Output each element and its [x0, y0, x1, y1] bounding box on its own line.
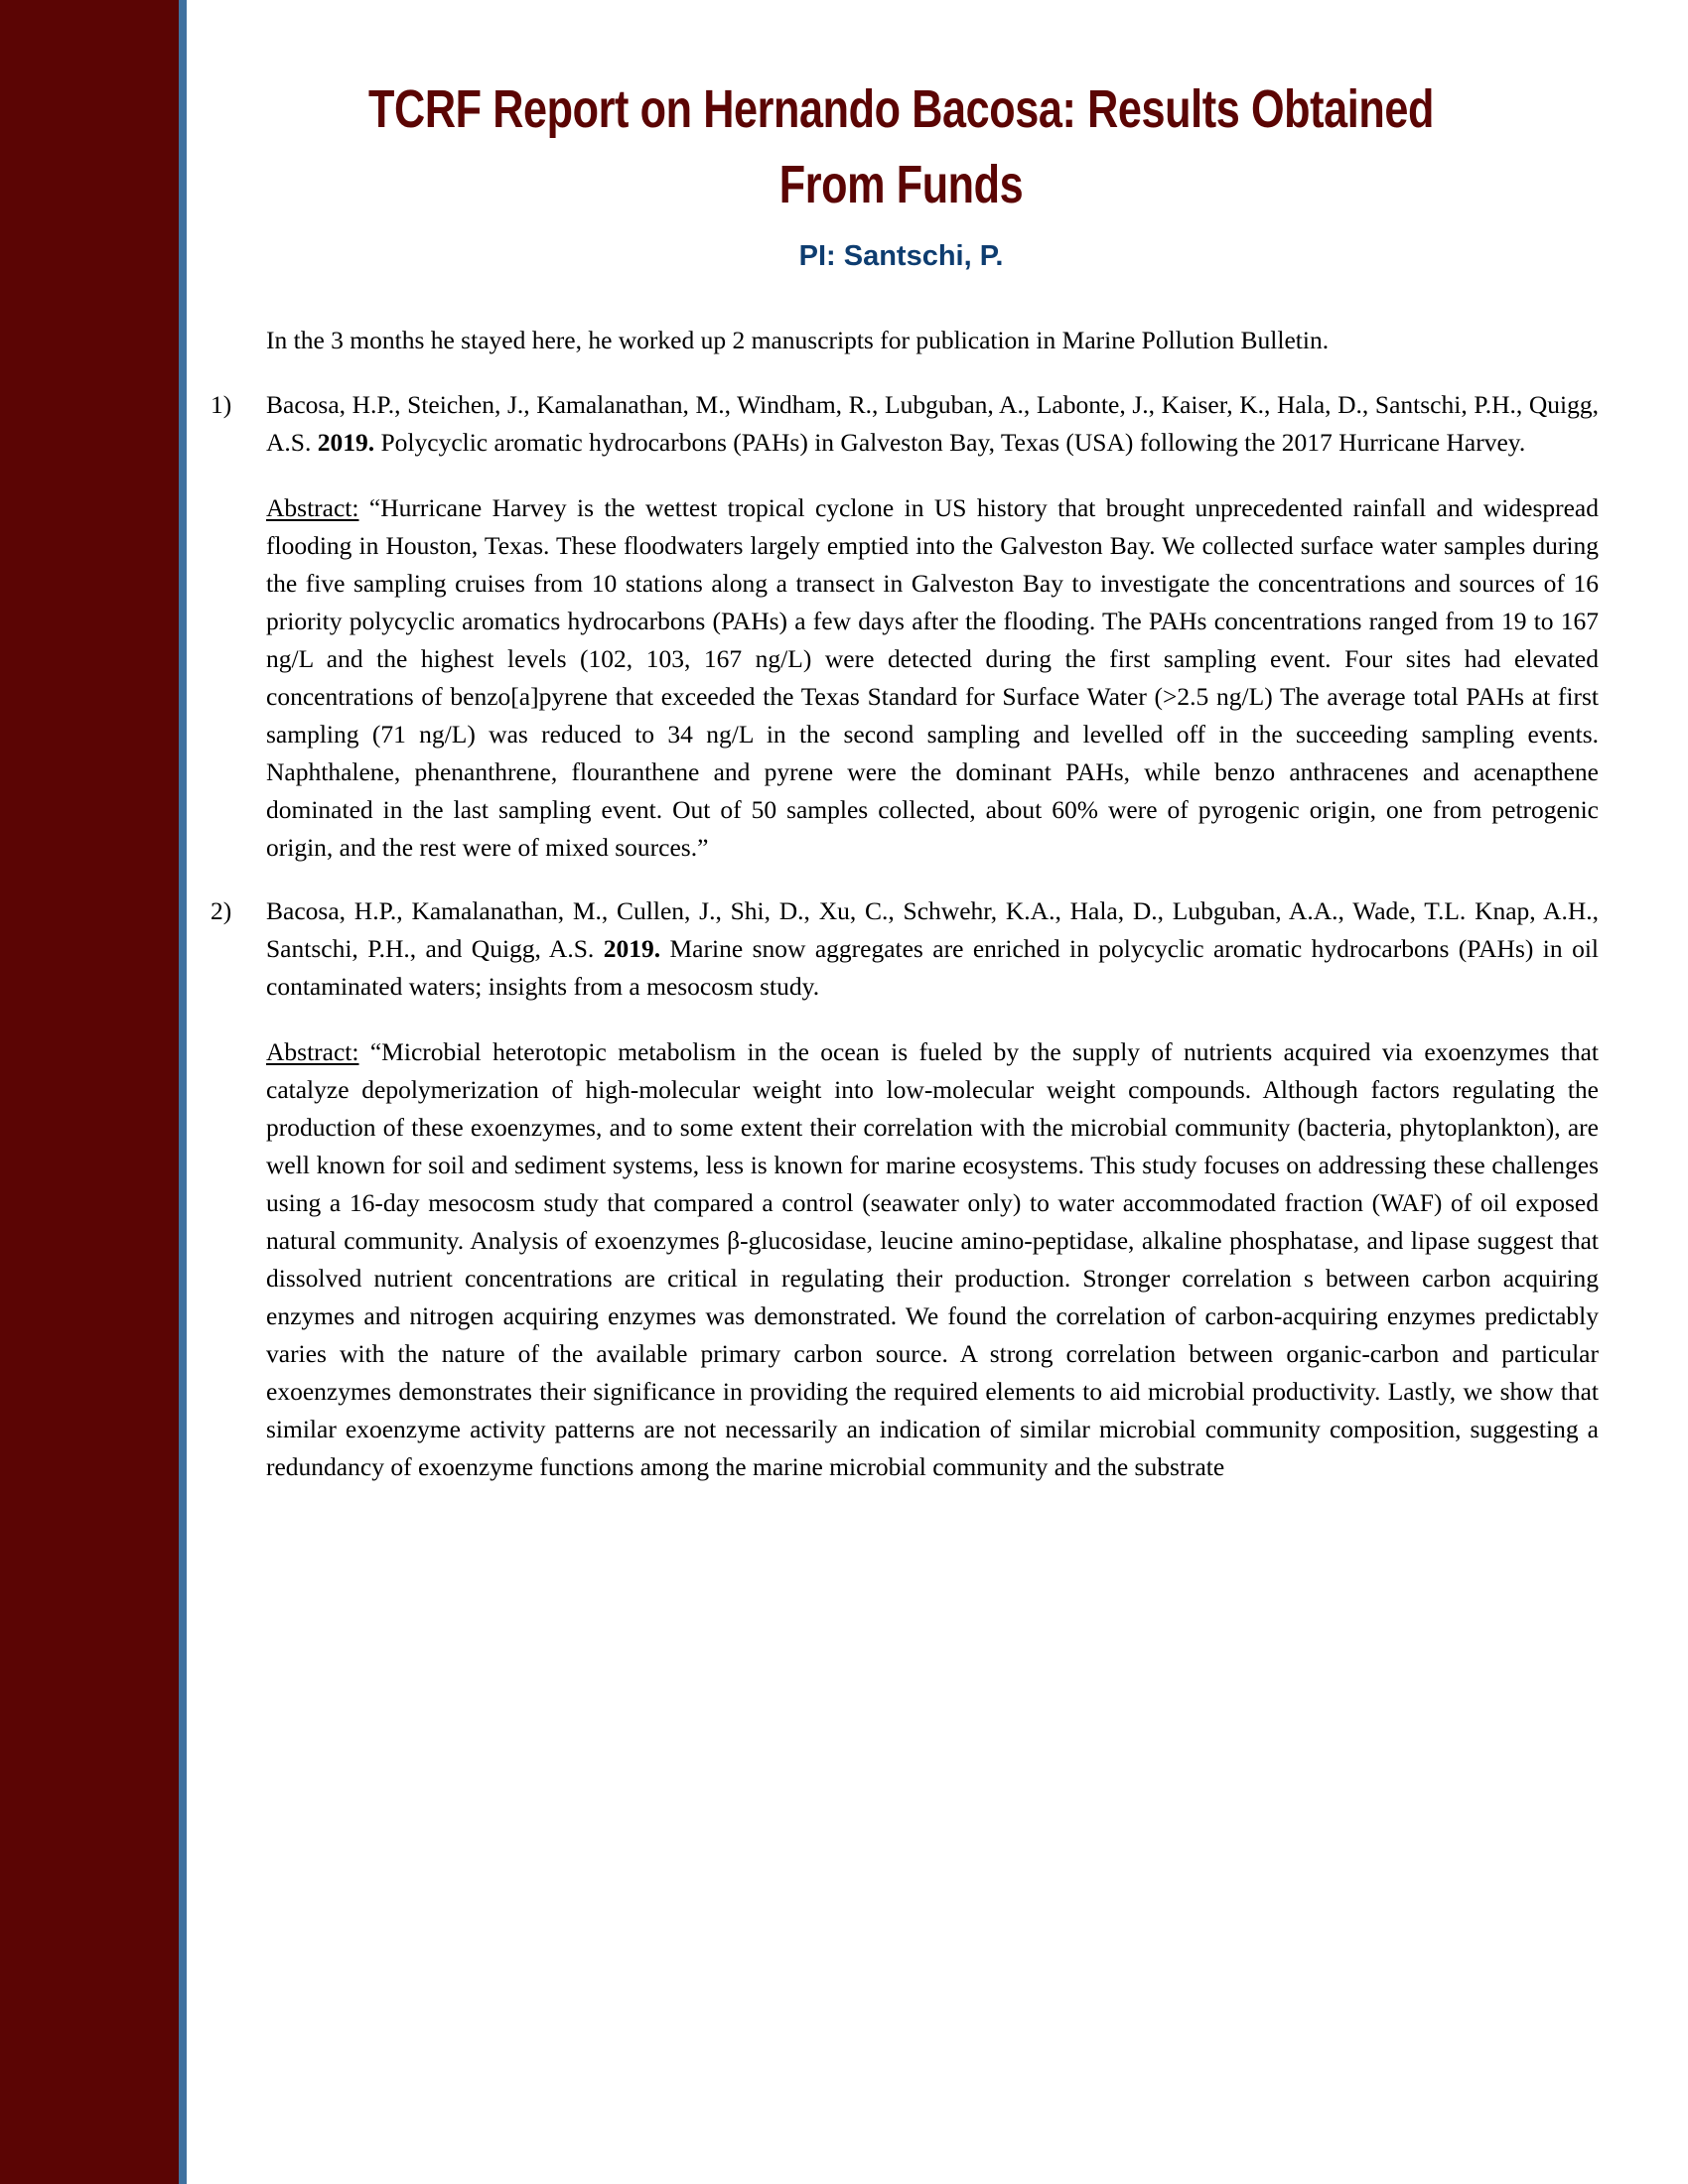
- reference-authors: Bacosa, H.P., Kamalanathan, M., Cullen, J., Shi, D., Xu, C., Schwehr, K.A., Hala, D., Lubguban, A.A., Wade, T.L. Knap, A.H., Santschi, P.H., and Quigg, A.S.: [266, 896, 1599, 963]
- abstract-text: “Hurricane Harvey is the wettest tropical cyclone in US history that brought unprecedented rainfall and widespread flooding in Houston, Texas. These floodwaters largely emptied into the Galveston Bay. We collected surface water samples during the five sampling cruises from 10 stations along a transect in Galveston Bay to investigate the concentrations and sources of 16 priority polycyclic aromatics hydrocarbons (PAHs) a few days after the flooding. The PAHs concentrations ranged from 19 to 167 ng/L and the highest levels (102, 103, 167 ng/L) were detected during the first sampling event. Four sites had elevated concentrations of benzo[a]pyrene that exceeded the Texas Standard for Surface Water (>2.5 ng/L) The average total PAHs at first sampling (71 ng/L) was reduced to 34 ng/L in the second sampling and levelled off in the succeeding sampling events. Naphthalene, phenanthrene, flouranthene and pyrene were the dominant PAHs, while benzo anthracenes and acenapthene dominated in the last sampling event. Out of 50 samples collected, about 60% were of pyrogenic origin, one from petrogenic origin, and the rest were of mixed sources.”: [266, 493, 1599, 862]
- reference-list-item: [204, 386, 1599, 462]
- sidebar-accent-rule: [179, 0, 187, 2184]
- page-subtitle-pi: PI: Santschi, P.: [798, 240, 1004, 272]
- document-body: [204, 276, 1599, 1486]
- sidebar-decorative-band: [0, 0, 179, 2184]
- reference-list-item: [204, 892, 1599, 1006]
- reference-year: 2019.: [317, 428, 375, 457]
- reference-citation: [266, 892, 1599, 1006]
- reference-authors: Bacosa, H.P., Steichen, J., Kamalanathan, M., Windham, R., Lubguban, A., Labonte, J., Kaiser, K., Hala, D., Santschi, P.H., Quigg, A.S.: [266, 390, 1599, 457]
- page-title: TCRF Report on Hernando Bacosa: Results Obtained From Funds: [368, 79, 1434, 214]
- reference-year: 2019.: [603, 934, 661, 963]
- reference-title: Marine snow aggregates are enriched in polycyclic aromatic hydrocarbons (PAHs) in oil contaminated waters; insights from a mesocosm study.: [266, 934, 1599, 1001]
- spacer: [204, 1012, 1599, 1033]
- document-content-column: [187, 0, 1688, 2184]
- reference-citation: [266, 386, 1599, 462]
- abstract-paragraph: [204, 1033, 1599, 1486]
- reference-marker: 1): [211, 390, 232, 419]
- abstract-label: Abstract:: [266, 1037, 359, 1066]
- reference-title: Polycyclic aromatic hydrocarbons (PAHs) in Galveston Bay, Texas (USA) following the 2017 Hurricane Harvey.: [374, 428, 1526, 457]
- reference-marker: 2): [211, 896, 232, 925]
- abstract-label: Abstract:: [266, 493, 359, 522]
- spacer: [204, 468, 1599, 489]
- abstract-paragraph: [204, 489, 1599, 867]
- intro-paragraph: In the 3 months he stayed here, he worked up 2 manuscripts for publication in Marine Pollution Bulletin.: [266, 326, 1330, 354]
- abstract-text: “Microbial heterotopic metabolism in the ocean is fueled by the supply of nutrients acquired via exoenzymes that catalyze depolymerization of high-molecular weight into low-molecular weight compounds. Although factors regulating the production of these exoenzymes, and to some extent their correlation with the microbial community (bacteria, phytoplankton), are well known for soil and sediment systems, less is known for marine ecosystems. This study focuses on addressing these challenges using a 16-day mesocosm study that compared a control (seawater only) to water accommodated fraction (WAF) of oil exposed natural community. Analysis of exoenzymes β-glucosidase, leucine amino-peptidase, alkaline phosphatase, and lipase suggest that dissolved nutrient concentrations are critical in regulating their production. Stronger correlation s between carbon acquiring enzymes and nitrogen acquiring enzymes was demonstrated. We found the correlation of carbon-acquiring enzymes predictably varies with the nature of the available primary carbon source. A strong correlation between organic-carbon and particular exoenzymes demonstrates their significance in providing the required elements to aid microbial productivity. Lastly, we show that similar exoenzyme activity patterns are not necessarily an indication of similar microbial community composition, suggesting a redundancy of exoenzyme functions among the marine microbial community and the substrate: [266, 1037, 1599, 1481]
